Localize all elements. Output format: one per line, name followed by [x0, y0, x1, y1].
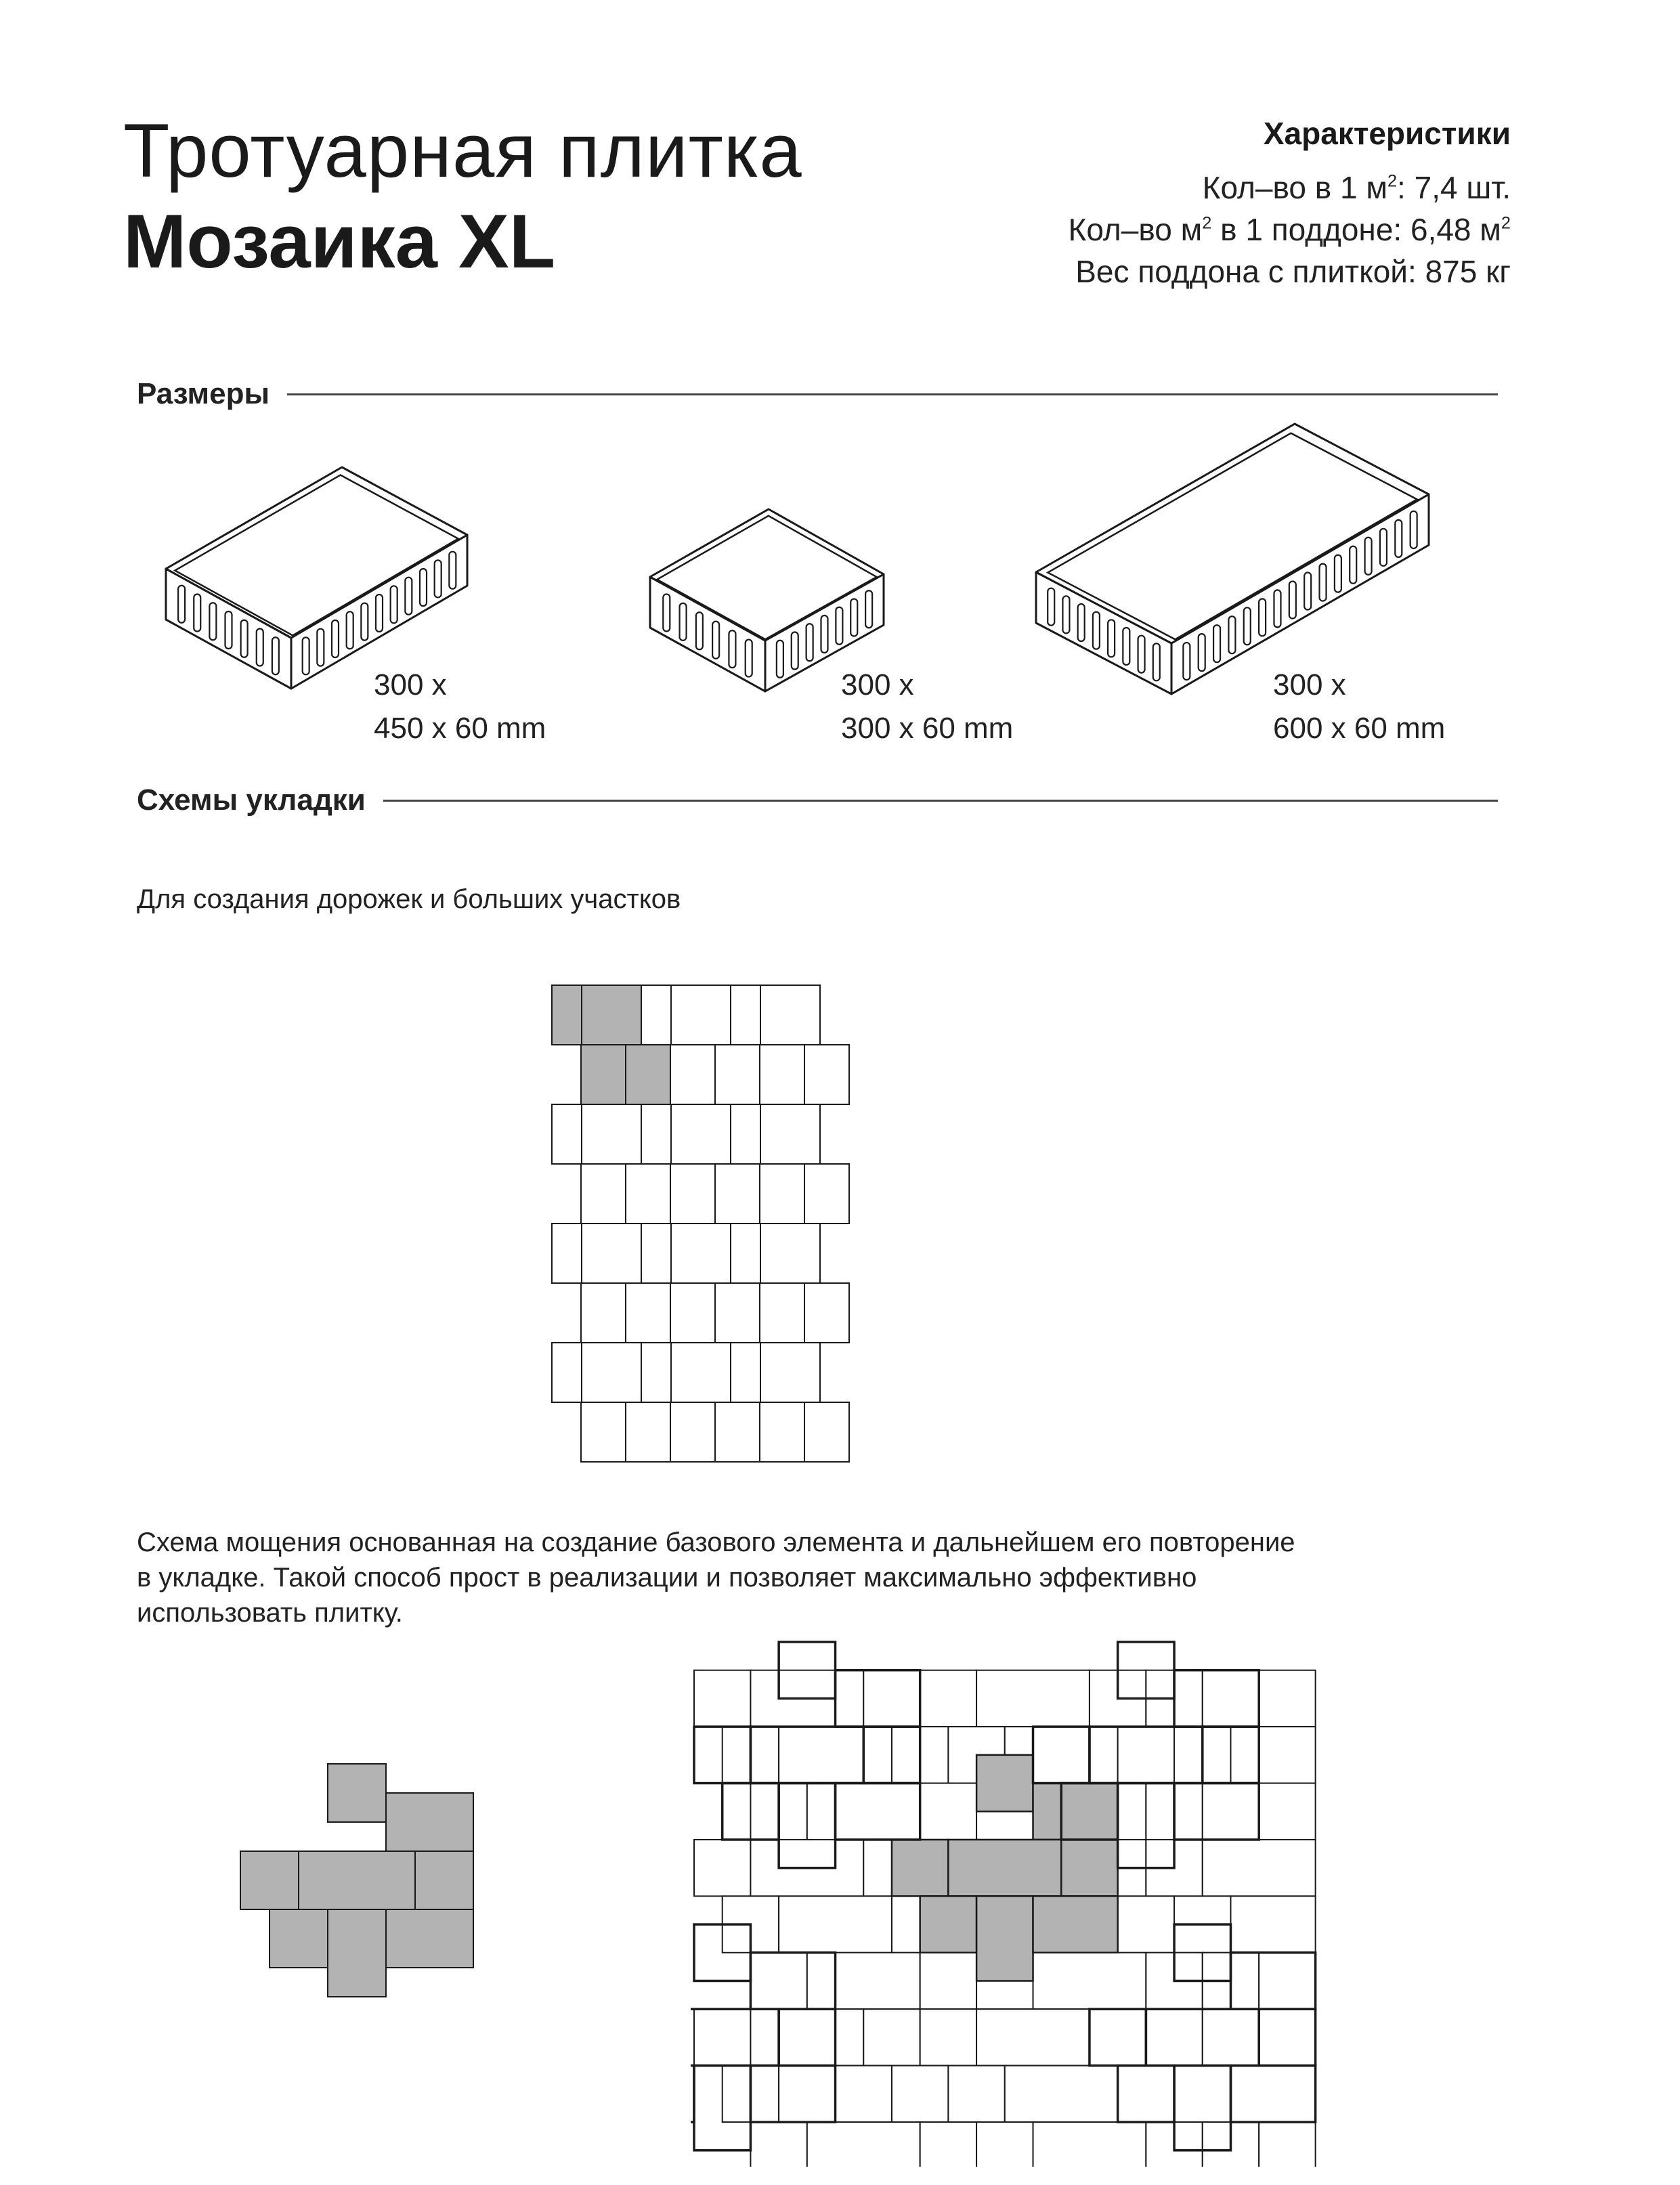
mosaic-tile [1033, 2122, 1146, 2167]
mosaic-base-element-tile [1033, 1783, 1118, 1840]
paver-row-a [731, 1343, 760, 1402]
paver-row-a [582, 1104, 641, 1164]
section-layouts-label: Схемы укладки [137, 783, 366, 817]
paver-row-b [626, 1402, 670, 1462]
paver-row-a [671, 1343, 731, 1402]
mosaic-tile [976, 2009, 1090, 2065]
scheme2-caption: Схема мощения основанная на создание базового элемента и дальнейшем его повторение в укладке. Такой способ прост в реализации и позволяет максимально эффективно использовать плитку. [137, 1528, 1295, 1628]
mosaic-tile [779, 1727, 892, 1783]
mosaic-tile [863, 1670, 920, 1727]
paver-row-a [552, 1104, 582, 1164]
mosaic-base-element-tile [1061, 1840, 1117, 1896]
paver-row-b [804, 1283, 849, 1343]
mosaic-tile [1118, 2066, 1174, 2122]
mosaic-tile [1146, 2009, 1202, 2065]
mosaic-tile [750, 2122, 806, 2167]
mosaic-tile [807, 2122, 920, 2167]
mosaic-base-element-tile [976, 1896, 1033, 1981]
paver-row-a [641, 985, 671, 1045]
paver-row-a [671, 1104, 731, 1164]
mosaic-tile [1203, 1783, 1259, 1840]
section-rule [383, 800, 1498, 802]
tile-dimensions-2: 300 x 300 x 60 mm [841, 668, 1014, 745]
mosaic-tile [920, 2122, 976, 2167]
base-element-tile [386, 1793, 473, 1851]
mosaic-pattern [691, 1639, 1368, 2167]
tile-dimensions-3: 300 x 600 x 60 mm [1273, 668, 1446, 745]
paver-row-a [760, 1224, 820, 1283]
base-element-tile [328, 1764, 386, 1822]
tile-drawing-1 [166, 467, 467, 689]
tile-drawing-3 [1036, 424, 1429, 694]
section-sizes-label: Размеры [137, 377, 270, 410]
paver-row-b [715, 1402, 760, 1462]
base-element-tile [270, 1909, 328, 1968]
mosaic-tile [948, 2066, 1004, 2122]
paver-row-b [581, 1283, 626, 1343]
mosaic-tile [1174, 2066, 1230, 2122]
mosaic-tile [694, 1670, 750, 1727]
paver-row-b [715, 1164, 760, 1224]
base-element-pattern [237, 1760, 494, 2045]
paver-row-b [715, 1283, 760, 1343]
paver-row-a [552, 1224, 582, 1283]
mosaic-base-element-tile [920, 1896, 976, 1952]
paver-row-a [641, 1104, 671, 1164]
mosaic-tile [1230, 1727, 1315, 1783]
mosaic-tile [1259, 1953, 1315, 2009]
paver-row-b [581, 1402, 626, 1462]
paver-row-a [641, 1343, 671, 1402]
paver-row-b [804, 1402, 849, 1462]
paver-row-a [731, 1104, 760, 1164]
paver-row-b [760, 1045, 804, 1104]
base-element-tile [299, 1851, 415, 1909]
paver-row-a [760, 1343, 820, 1402]
paver-row-a [552, 985, 582, 1045]
mosaic-tile [779, 1896, 892, 1952]
mosaic-tile [1203, 1840, 1316, 1896]
mosaic-tile [1005, 2066, 1118, 2122]
mosaic-tile [1090, 2009, 1146, 2065]
mosaic-base-element-tile [892, 1840, 948, 1896]
paver-row-b [670, 1283, 715, 1343]
mosaic-tile [750, 1953, 806, 2009]
mosaic-base-element-tile [976, 1755, 1033, 1811]
paver-row-a [671, 1224, 731, 1283]
base-element-tile [328, 1909, 386, 1997]
scheme1-caption: Для создания дорожек и больших участков [137, 884, 681, 914]
paver-row-a [760, 1104, 820, 1164]
mosaic-tile [1259, 1783, 1315, 1840]
mosaic-tile [1118, 1727, 1174, 1783]
paver-row-a [552, 1343, 582, 1402]
section-rule [287, 393, 1498, 395]
paver-row-b [626, 1164, 670, 1224]
paver-row-a [671, 985, 731, 1045]
mosaic-tile [892, 2066, 948, 2122]
paver-row-b [626, 1045, 670, 1104]
paver-row-b [760, 1164, 804, 1224]
tile-dimensions-1: 300 x 450 x 60 mm [374, 668, 546, 745]
paver-row-b [804, 1045, 849, 1104]
paver-row-a [731, 1224, 760, 1283]
specs-heading: Характеристики [1263, 116, 1511, 151]
mosaic-tile [920, 2009, 976, 2065]
mosaic-tile [1230, 1896, 1315, 1952]
paver-row-b [670, 1164, 715, 1224]
mosaic-tile [863, 2009, 920, 2065]
mosaic-tile [807, 1953, 920, 2009]
mosaic-tile [807, 1783, 920, 1840]
mosaic-tile [694, 2009, 750, 2065]
paver-row-a [731, 985, 760, 1045]
paver-row-a [582, 985, 641, 1045]
mosaic-tile [920, 1783, 976, 1840]
specifications [1069, 115, 1511, 293]
paver-row-b [626, 1283, 670, 1343]
mosaic-tile [920, 1953, 976, 2009]
base-element-tile [415, 1851, 473, 1909]
page-title: Тротуарная плитка [123, 108, 802, 193]
mosaic-tile [920, 1670, 976, 1727]
paver-row-b [581, 1045, 626, 1104]
base-element-tile [240, 1851, 299, 1909]
base-element-tile [386, 1909, 473, 1968]
mosaic-tile [1033, 1953, 1146, 2009]
paver-row-a [760, 985, 820, 1045]
paver-row-b [670, 1402, 715, 1462]
scheme1-pattern [542, 975, 1138, 1476]
paver-row-b [760, 1283, 804, 1343]
mosaic-tile [1230, 2066, 1315, 2122]
mosaic-tile [1259, 2122, 1315, 2167]
mosaic-tile [976, 2122, 1033, 2167]
paver-row-b [804, 1164, 849, 1224]
section-layouts [137, 780, 1498, 821]
mosaic-tile [694, 1840, 750, 1896]
paver-row-b [670, 1045, 715, 1104]
product-name: Мозаика XL [123, 199, 556, 284]
paver-row-b [581, 1164, 626, 1224]
paver-row-a [641, 1224, 671, 1283]
paver-row-b [760, 1402, 804, 1462]
mosaic-tile [1118, 1896, 1174, 1952]
spec-pallet-weight: Вес поддона с плиткой: 875 кг [1075, 254, 1511, 289]
mosaic-base-element-tile [948, 1840, 1061, 1896]
spec-qty-per-m2: Кол–во в 1 $м^2$: 7,4 шт. [1202, 170, 1511, 205]
paver-row-a [582, 1343, 641, 1402]
mosaic-tile [750, 2009, 863, 2065]
paver-row-b [715, 1045, 760, 1104]
paver-row-a [582, 1224, 641, 1283]
spec-m2-per-pallet: Кол–во $м^2$ в 1 поддоне: 6,48 $м^2$ [1068, 212, 1511, 247]
mosaic-base-element-tile [1033, 1896, 1118, 1952]
mosaic-tile [976, 1670, 1090, 1727]
